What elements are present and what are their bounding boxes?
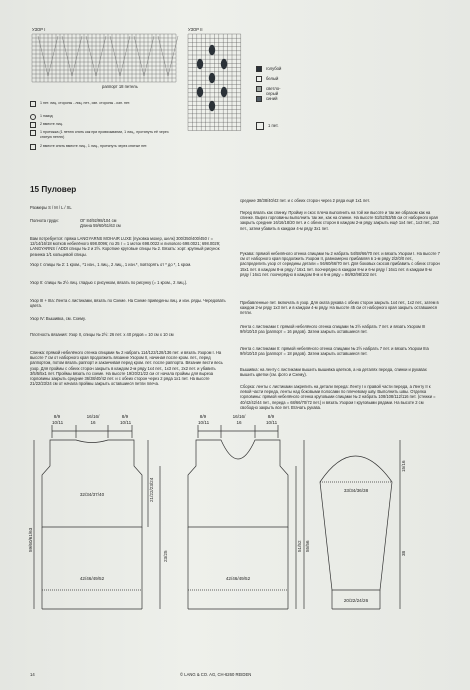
assembly-paragraph: Сборка: ленты с листиками закрепить на детали переда: Ленту I к правой части переда, а Ленту II к левой части переда, ленты над боковыми полосами по плечевому шву. Выполнить швы. Отделка горловины: прямой небелёного отенка круговыми спицами № 2 набрать 108/108/112/116 пет. (стежки = 40/42/42/44 пет., переда = 68/66/70/72 пет.) и вязать Узором I круговыми рядами. На высоте 2 см свободно закрыть все пет. Втачать рукава. [240, 384, 436, 410]
chest-value: ОГ 84/92/98/104 см [80, 218, 117, 223]
back-paragraph: Спинка: прямой небелёного отенка спицами № 2 набрать 114/122/128/136 пет. и вязать Узором I. На высоте 7 см от наборного края продолжить вязание Узором II, начиная после кром. пет., перед раппортом, потом вязать раппорт и заканчивая перед кром. пет. после раппорта. Вязание вести весь узор. Для проймы с обеих сторон закрыть в каждом 2-м ряду 1х4 пет., 1х3 пет., 2х2 пет. и убавить 3/5/5/5х1 пет. Проймы вязать по схеме. На высоте 19/20/21/22 см от начала проймы для выреза горловины закрыть средние 36/38/40/42 пет. и с обеих сторон через 2 ряда 1х1 пет. На высоте 21/22/23/24 см от начала проймы закрыть оставшиеся петли плеча. [30, 350, 223, 387]
legend-text: голубой [266, 66, 282, 71]
legend-text: 1 накид [40, 114, 53, 118]
pattern4-paragraph: Узор IV: Вышивка, см. Схему. [30, 316, 86, 321]
front-paragraph: Перед вязать как спинку. Пройму и скос плеча выполнить на той же высоте и так же образом как на спинке. Вырез горловины выполнить так же, как на спинке. На высоте 51/52/53/55 см от наборного края закрыть средние 16/16/18/20 пет. и с обеих сторон в каждом 2-м ряду закрыть ещё 1х4 пет., 1х3 пет., 2х2 пет., затем убавить в каждом 4-м ряду 3х1 пет. [240, 210, 440, 231]
back-top-measure: 16 [90, 420, 96, 425]
chart1-repeat-label: раппорт 18 петель [102, 84, 138, 89]
leaf-band1-paragraph: Лента с листиками I: прямой небелёного отенка спицами № 2½ набрать 7 пет. и вязать Узором III 9/9/10/10 раз (раппорт = 16 рядов). Затем закрыть оставшиеся пет. [240, 324, 426, 335]
front-outline [188, 440, 288, 527]
legend-text: синий [266, 96, 278, 101]
section-title: 15 Пуловер [30, 185, 77, 194]
sleeve-top-label: 33/34/36/38 [343, 488, 369, 493]
sleeve-cuff-label: 20/22/24/26 [343, 598, 369, 603]
one-stitch-label: 1 пет. [268, 123, 279, 128]
sleeves-paragraph: Рукава: прямой небелёного отенка спицами № 2 набрать 54/58/66/70 пет. и вязать Узором I. На высоте 7 см от наборного края продолжить Узором II, равномерно прибавляя в 1-м ряду 2/2/0/0 пет., распределить узор от середины детали = 56/60/66/70 пет. Для боковых скосов прибавить с обеих сторон 15х1 пет. в каждом 8-м ряду / 16х1 пет. поочерёдно в каждом 8-м и 6-м ряду / 16х1 пет. в каждом 8-м ряду / 16х1 пет. поочерёдно в каждом 8-м и 6-м ряду = 86/92/98/102 пет. [240, 251, 440, 277]
length-value: Длина 59/60/61/63 см [80, 223, 121, 228]
sizes-line: Размеры S / M / L / XL [30, 205, 72, 210]
footer-copyright: © LANG & CO. AG, CH-6260 REIDEN [180, 672, 252, 677]
pattern1-paragraph: Узор I: спицы № 2: 1 кром., *1 изн., 1 лиц., 2 лиц., 1 изн.*, повторять от * до *, 1 кром. [30, 262, 192, 267]
front-width-label: 42/46/49/52 [225, 576, 251, 581]
back-height-label: 59/60/61/63 [28, 527, 33, 552]
front-top-measure: 10/11 [266, 420, 278, 425]
front-top-measure: 10/11 [198, 420, 210, 425]
page-number: 14 [30, 672, 35, 677]
back-outline [42, 440, 142, 527]
sleeve-cap-paragraph: Прибавленные пет. включать в узор. Для оката рукава с обеих сторон закрыть 1х4 пет., 1х2 пет., затем в каждом 2-м ряду 1х3 пет. и в каждом 4-м ряду. На высоте 45 см от наборного края закрыть оставшиеся петли. [240, 300, 439, 316]
col2-para-0: средние 38/38/40/42 пет. и с обеих сторон через 2 ряда ещё 1х1 пет. [240, 198, 370, 203]
gauge-paragraph: Плотность вязания: Узор II, спицы № 2½: 26 пет. x 40 рядов = 10 см x 10 см [30, 332, 174, 337]
pattern3-paragraph: Узор III + IIIа: Лента с листиками, вязать по Схеме. На Схеме приведены лиц. и изн. ряды. Чередовать цвета. [30, 298, 226, 309]
back-top-measure: 16/16/ [86, 414, 100, 419]
legend-text: 1 протяжка (1 петлю снять как при провязывании, 1 лиц., протянуть её через снятую петлю) [40, 130, 169, 139]
pattern2-paragraph: Узор II: спицы № 2½ лиц. гладью с рисунком, вязать по рисунку (= 1 кром., 2 лиц.). [30, 280, 188, 285]
front-top-measure: 16/16/ [232, 414, 246, 419]
materials-paragraph: Вам потребуется: пряжа LANGYARNS MOHAIR LUXE (пуховка мохер, шелк) 300/350/400/450 г = 12/14/16/18 мотков небелёного 698.0096; по 25 г = 1 моток 698.0022 и лилового 698.0021; 698.0029; LANGYARNS / ADDI спицы № 2 и 2½. Короткие круговые спицы № 2. Вязать: хорт. крупный рисунок резинка 1/1 кольцевой спицы. [30, 236, 221, 257]
back-armhole-label: 21/22/23/24 [149, 477, 154, 502]
back-top-measure: 8/9 [53, 414, 61, 419]
front-armhole-label: 23/25 [163, 550, 168, 562]
front-top-measure: 8/9 [267, 414, 275, 419]
back-waist-label: 42/46/49/52 [79, 576, 105, 581]
front-side-label: 55/56 [305, 540, 310, 552]
legend-text: 1 пет. лиц. стороны - лиц. пет., изн. стороны - изн. пет. [40, 101, 131, 105]
legend-text: белый [266, 76, 279, 81]
chest-label: Полнота груди: [30, 218, 59, 223]
chart1-title: УЗОР I [32, 27, 46, 32]
legend-text: 2 вместе снять вместе лиц., 1 лиц., протянуть через снятые пет. [40, 144, 148, 148]
sleeve-cap-label: 15/16 [401, 460, 406, 472]
sleeve-outline [320, 456, 392, 590]
chart2-title: УЗОР II [188, 27, 203, 32]
back-top-measure: 10/11 [120, 420, 132, 425]
legend-text: светло-серый [266, 86, 281, 96]
sleeve-length-label: 38 [401, 550, 406, 556]
back-width-label: 32/34/37/40 [79, 492, 105, 497]
embroidery-paragraph: Вышивка: на ленту с листиками вышить вышивка цветков, а на деталях переда, спинки и рукавах вышить цветки (см. фото и Схему). [240, 367, 427, 378]
leaf-band2-paragraph: Лента с листиками II: прямой небелёного отенка спицами № 2½ набрать 7 пет. и вязать Узором IIIа 9/9/10/10 раз (раппорт = 18 рядов). Затем закрыть оставшиеся пет. [240, 346, 429, 357]
back-top-measure: 10/11 [52, 420, 64, 425]
front-height-label: 51/52 [297, 540, 302, 552]
front-top-measure: 8/9 [199, 414, 207, 419]
back-top-measure: 8/9 [121, 414, 129, 419]
legend-text: 2 вместе лиц. [40, 122, 63, 126]
front-top-measure: 16 [236, 420, 242, 425]
